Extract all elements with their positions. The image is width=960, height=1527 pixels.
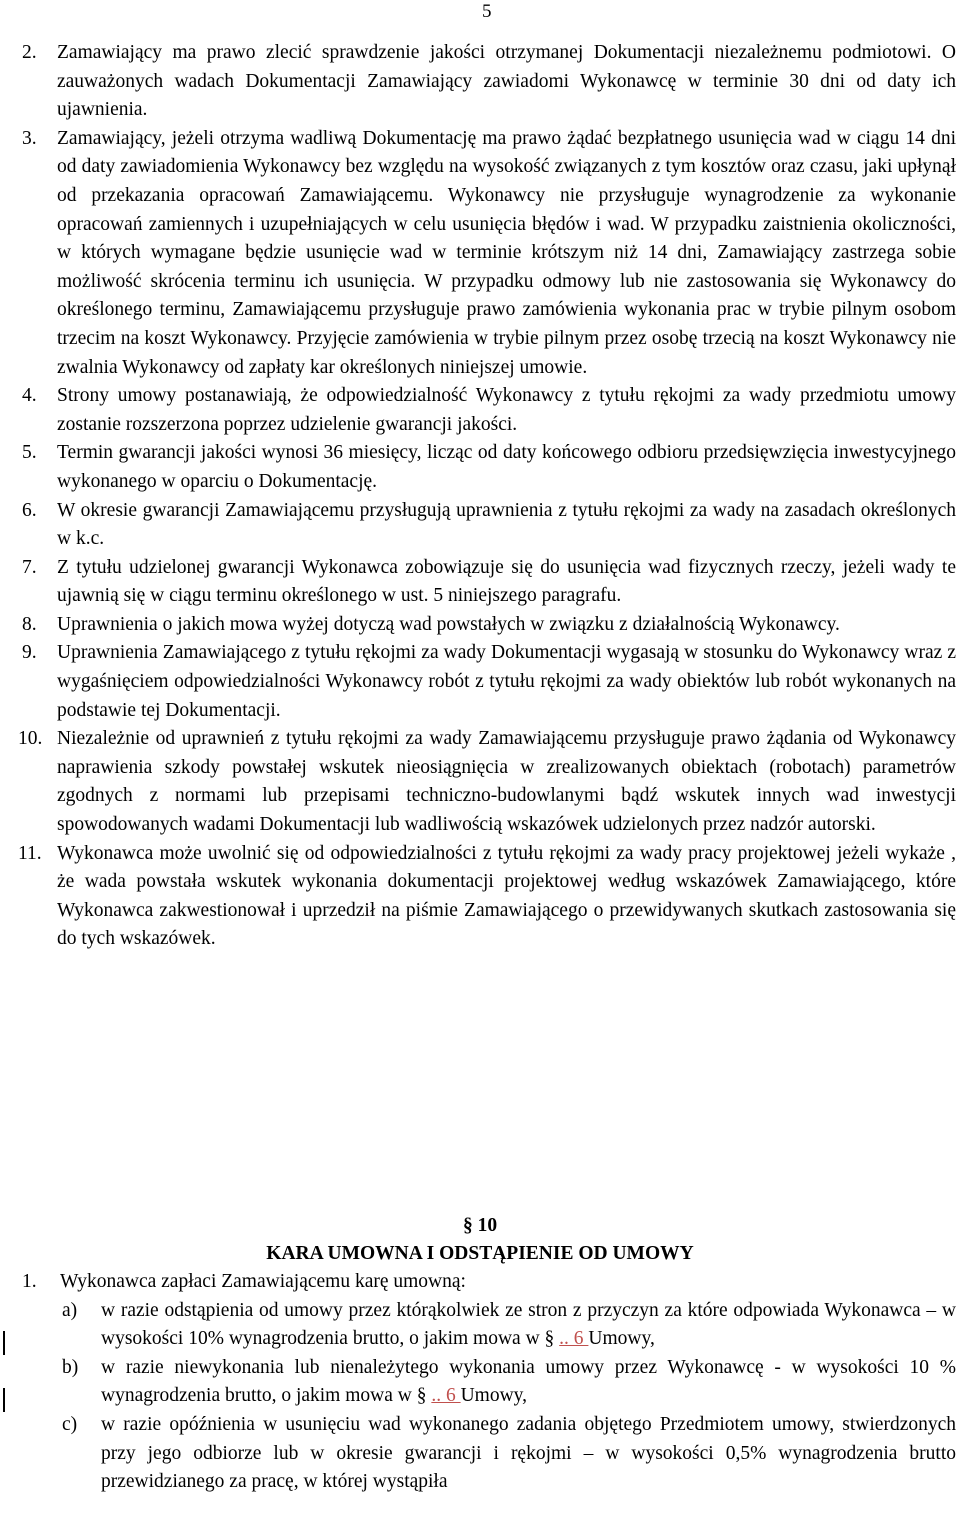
clause-number: 5.	[22, 442, 37, 464]
clause-number: 11.	[18, 842, 42, 864]
clause-number: 1.	[22, 1271, 37, 1292]
section-number: § 10	[462, 1215, 498, 1236]
clause-number: 3.	[22, 127, 37, 149]
clause-text: Strony umowy postanawiają, że odpowiedzialność Wykonawcy z tytułu rękojmi za wady przedmiotu umowy zostanie rozszerzona poprzez udzielenie gwarancji jakości.	[57, 385, 956, 435]
clause-10	[18, 725, 956, 839]
clause-text: Zamawiający, jeżeli otrzyma wadliwą Dokumentację ma prawo żądać bezpłatnego usunięcia wad w ciągu 14 dni od daty zawiadomienia Wykonawcy bez względu na wysokość związanych z tym kosztów oraz czasu, jaki upłynął od przekazania opracowań Zamawiającemu. Wykonawcy nie przysługuje wynagrodzenie za wykonanie opracowań zamiennych i uzupełniających w celu usunięcia błędów i wad. W przypadku zaistnienia okoliczności, w których wymagane będzie usunięcie wad w terminie krótszym niż 14 dni, Zamawiający zastrzega sobie możliwość skrócenia terminu ich usunięcia. W przypadku odmowy lub nie zastosowania się Wykonawcy do określonego terminu, Zamawiającemu przysługuje prawo zamówienia wykonania prac w trybie pilnym osobom trzecim na koszt Wykonawcy. Przyjęcie zamówienia w trybie pilnym przez osobę trzecią na koszt Wykonawcy nie zwalnia Wykonawcy od zapłaty kar określonych niniejszej umowie.	[57, 127, 956, 378]
clause-3	[22, 125, 956, 382]
clause-number: 2.	[22, 42, 37, 63]
penalty-list	[22, 1297, 956, 1497]
clause-5	[22, 439, 956, 496]
clause-text: Zamawiający ma prawo zlecić sprawdzenie jakości otrzymanej Dokumentacji niezależnemu podmiotowi. O zauważonych wadach Dokumentacji Zamawiający zawiadomi Wykonawcę w terminie 30 dni od daty ich ujawnienia.	[57, 42, 956, 121]
clause-6	[22, 497, 956, 554]
clause-number: 8.	[22, 613, 37, 635]
clause-number: 10.	[18, 728, 43, 750]
warranty-clauses	[18, 39, 956, 954]
revision-bar	[3, 1388, 5, 1412]
sub-item-text-end: Umowy,	[588, 1328, 655, 1350]
page-number: 5	[482, 1, 492, 22]
clause-8	[22, 611, 956, 640]
clause-text: Wykonawca zapłaci Zamawiającemu karę umowną:	[60, 1271, 466, 1292]
sub-item-text: w razie niewykonania lub nienależytego wykonania umowy przez Wykonawcę - w wysokości 10 % wynagrodzenia brutto, o jakim mowa w §	[101, 1356, 956, 1407]
sub-item-text: w razie opóźnienia w usunięciu wad wykonanego zadania objętego Przedmiotem umowy, stwierdzonych przy jego odbiorze lub w okresie gwarancji i rękojmi – w wysokości 0,5% wynagrodzenia brutto przewidzianego za pracę, w której wystąpiła	[101, 1413, 956, 1493]
tracked-change: .. 6	[559, 1328, 589, 1350]
sub-item-letter: b)	[62, 1356, 79, 1378]
sub-item-letter: a)	[62, 1299, 78, 1321]
penalty-item-b	[22, 1354, 956, 1411]
clause-number: 6.	[22, 499, 37, 521]
section-heading: KARA UMOWNA I ODSTĄPIENIE OD UMOWY	[266, 1243, 694, 1264]
clause-text: W okresie gwarancji Zamawiającemu przysługują uprawnienia z tytułu rękojmi za wady na zasadach określonych w k.c.	[57, 499, 956, 550]
clause-11	[18, 840, 956, 954]
clause-text: Termin gwarancji jakości wynosi 36 miesięcy, licząc od daty końcowego odbioru przedsięwzięcia inwestycyjnego wykonanego w oparciu o Dokumentację.	[57, 442, 956, 492]
penalty-item-c	[22, 1411, 956, 1497]
tracked-change: .. 6	[431, 1385, 461, 1407]
sub-item-text-end: Umowy,	[460, 1385, 528, 1407]
clause-text: Niezależnie od uprawnień z tytułu rękojmi za wady Zamawiającemu przysługuje prawo żądania od Wykonawcy naprawienia szkody powstałej wskutek nieosiągnięcia w zrealizowanych obiektach (robotach) parametrów zgodnych z normami lub przepisami techniczno-budowlanymi bądź wskutek innych wad inwestycji spowodowanych wadami Dokumentacji lub wadliwością wskazówek udzielonych przez nadzór autorski.	[57, 728, 956, 836]
clause-4	[22, 382, 956, 439]
penalty-clauses	[22, 1268, 956, 1497]
clause-2	[22, 39, 956, 125]
revision-bar	[3, 1331, 5, 1355]
clause-7	[22, 554, 956, 611]
penalty-intro	[22, 1268, 956, 1297]
clause-text: Uprawnienia Zamawiającego z tytułu rękojmi za wady Dokumentacji wygasają w stosunku do Wykonawcy wraz z wygaśnięciem odpowiedzialności Wykonawcy robót z tytułu rękojmi za wady obiektów lub robót wykonanych na podstawie tej Dokumentacji.	[57, 642, 956, 721]
clause-text: Uprawnienia o jakich mowa wyżej dotyczą wad powstałych w związku z działalnością Wykonawcy.	[57, 613, 840, 635]
sub-item-text: w razie odstąpienia od umowy przez którąkolwiek ze stron z przyczyn za które odpowiada Wykonawca – w wysokości 10% wynagrodzenia brutto, o jakim mowa w §	[101, 1299, 956, 1350]
penalty-item-a	[22, 1297, 956, 1354]
clause-number: 4.	[22, 385, 37, 407]
clause-text: Wykonawca może uwolnić się od odpowiedzialności z tytułu rękojmi za wady pracy projektowej jeżeli wykaże , że wada powstała wskutek wykonania dokumentacji projektowej według wskazówek Zamawiającego, które Wykonawca zakwestionował i uprzedził na piśmie Zamawiającego o przewidywanych skutkach zastosowania się do tych wskazówek.	[57, 842, 956, 950]
clause-number: 7.	[22, 556, 37, 578]
clause-text: Z tytułu udzielonej gwarancji Wykonawca zobowiązuje się do usunięcia wad fizycznych rzeczy, jeżeli wady te ujawnią się w ciągu terminu określonego w ust. 5 niniejszego paragrafu.	[57, 556, 956, 607]
clause-number: 9.	[22, 642, 37, 664]
sub-item-letter: c)	[62, 1413, 78, 1435]
clause-9	[22, 639, 956, 725]
